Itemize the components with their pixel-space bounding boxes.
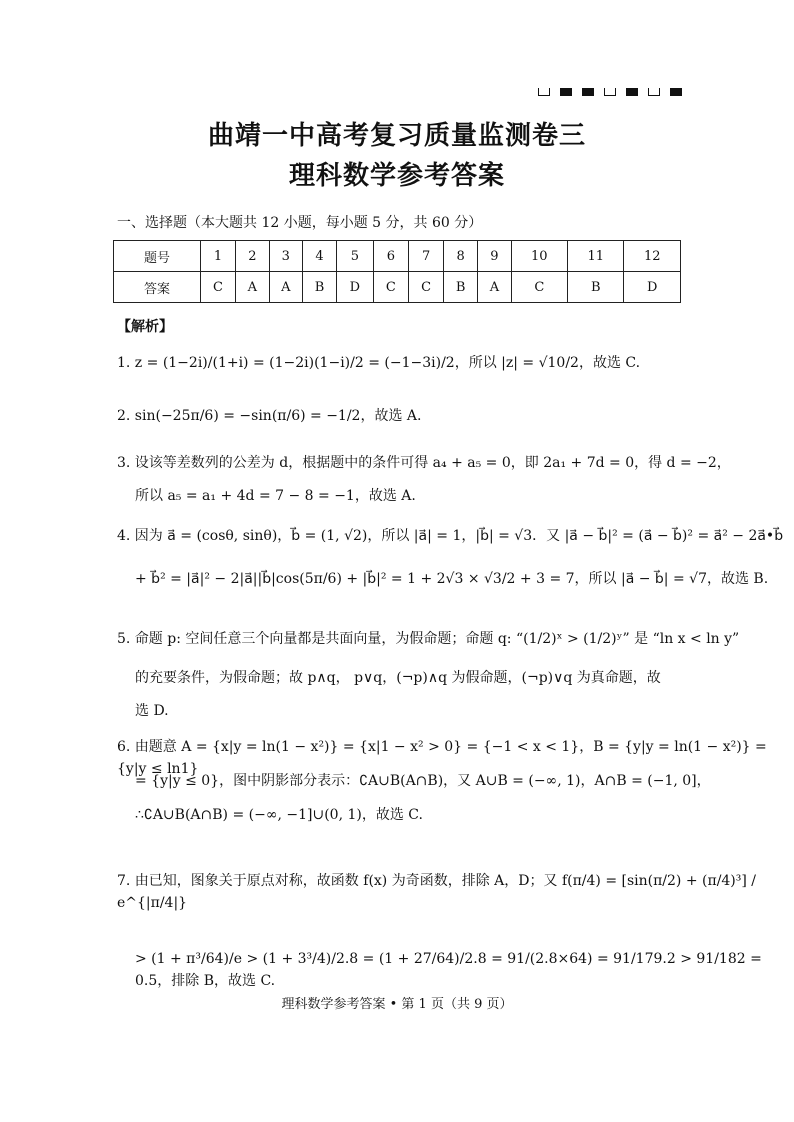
mark-3 — [582, 88, 594, 96]
answer-cell: A — [269, 272, 302, 303]
question-number: 10 — [511, 241, 567, 272]
row-label-answer: 答案 — [114, 272, 201, 303]
solution-3-line2: 所以 a₅ = a₁ + 4d = 7 − 8 = −1，故选 A. — [135, 488, 416, 504]
question-number: 11 — [568, 241, 624, 272]
answer-cell: C — [200, 272, 235, 303]
solution-6-line2: = {y|y ≤ 0}，图中阴影部分表示：∁A∪B(A∩B)，又 A∪B = (−∞, 1)，A∩B = (−1, 0]， — [135, 773, 711, 789]
solution-5-line3: 选 D. — [135, 703, 169, 719]
solution-6-line1: 6. 由题意 A = {x|y = ln(1 − x²)} = {x|1 − x² > 0} = {−1 < x < 1}，B = {y|y = ln(1 − x²)} = {y|y ≤ ln1} — [117, 739, 767, 777]
solution-7-line2: > (1 + π³/64)/e > (1 + 3³/4)/2.8 = (1 + 27/64)/2.8 = 91/(2.8×64) = 91/179.2 > 91/182 = 0.5，排除 B，故选 C. — [135, 951, 762, 989]
table-row-answers — [114, 272, 681, 303]
solution-5-line2: 的充要条件，为假命题；故 p∧q， p∨q，(¬p)∧q 为假命题，(¬p)∨q 为真命题，故 — [135, 670, 661, 686]
row-label-number: 题号 — [114, 241, 201, 272]
mark-2 — [560, 88, 572, 96]
mark-4 — [604, 88, 616, 96]
solution-4-line2: + b⃗² = |a⃗|² − 2|a⃗||b⃗|cos(5π/6) + |b⃗|² = 1 + 2√3 × √3/2 + 3 = 7，所以 |a⃗ − b⃗| = √7，故选 B. — [135, 571, 769, 587]
answer-cell: A — [478, 272, 511, 303]
mark-6 — [648, 88, 660, 96]
page-title: 曲靖一中高考复习质量监测卷三 — [207, 121, 586, 151]
question-number: 2 — [236, 241, 269, 272]
question-number: 8 — [444, 241, 478, 272]
question-number: 4 — [302, 241, 336, 272]
answer-cell: C — [408, 272, 443, 303]
answer-cell: D — [336, 272, 373, 303]
question-number: 5 — [336, 241, 373, 272]
answer-cell: C — [511, 272, 567, 303]
answer-cell: B — [568, 272, 624, 303]
solution-1: 1. z = (1−2i)/(1+i) = (1−2i)(1−i)/2 = (−1−3i)/2，所以 |z| = √10/2，故选 C. — [117, 355, 641, 371]
solution-5-line1: 5. 命题 p: 空间任意三个向量都是共面向量，为假命题；命题 q: “(1/2)ˣ > (1/2)ʸ” 是 “ln x < ln y” — [117, 631, 740, 647]
solution-3-line1: 3. 设该等差数列的公差为 d，根据题中的条件可得 a₄ + a₅ = 0，即 2a₁ + 7d = 0，得 d = −2， — [117, 455, 731, 471]
question-number: 9 — [478, 241, 511, 272]
solution-4-line1: 4. 因为 a⃗ = (cosθ, sinθ)，b⃗ = (1, √2)，所以 |a⃗| = 1，|b⃗| = √3．又 |a⃗ − b⃗|² = (a⃗ − b⃗)² = a⃗² − 2a⃗•b⃗ — [117, 528, 784, 544]
table-row-numbers — [114, 241, 681, 272]
analysis-label: 【解析】 — [117, 319, 173, 335]
answer-cell: D — [624, 272, 681, 303]
answer-cell: C — [373, 272, 408, 303]
solution-2: 2. sin(−25π/6) = −sin(π/6) = −1/2，故选 A. — [117, 408, 422, 424]
solution-6-line3: ∴∁A∪B(A∩B) = (−∞, −1]∪(0, 1)，故选 C. — [135, 807, 423, 823]
answer-cell: B — [302, 272, 336, 303]
answer-cell: A — [236, 272, 269, 303]
answer-cell: B — [444, 272, 478, 303]
section-heading: 一、选择题（本大题共 12 小题，每小题 5 分，共 60 分） — [117, 215, 483, 231]
question-number: 12 — [624, 241, 681, 272]
question-number: 1 — [200, 241, 235, 272]
question-number: 6 — [373, 241, 408, 272]
answer-table — [113, 240, 681, 303]
solution-7-line1: 7. 由已知，图象关于原点对称，故函数 f(x) 为奇函数，排除 A，D；又 f(π/4) = [sin(π/2) + (π/4)³] / e^{|π/4|} — [117, 873, 757, 911]
mark-7 — [670, 88, 682, 96]
mark-1 — [538, 88, 550, 96]
header-marks — [538, 88, 682, 96]
mark-5 — [626, 88, 638, 96]
page-subtitle: 理科数学参考答案 — [288, 161, 505, 191]
page-footer: 理科数学参考答案 • 第 1 页（共 9 页） — [281, 997, 513, 1012]
question-number: 3 — [269, 241, 302, 272]
question-number: 7 — [408, 241, 443, 272]
